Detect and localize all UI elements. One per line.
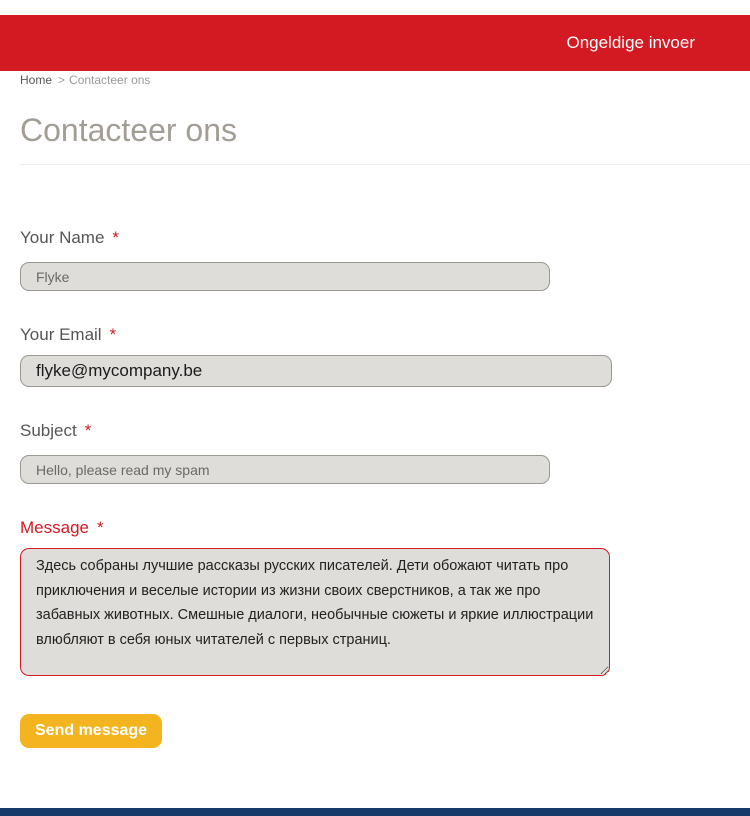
breadcrumb-home-link[interactable]: Home	[20, 73, 53, 87]
subject-label	[20, 420, 91, 442]
page-title: Contacteer ons	[20, 112, 238, 148]
title-divider	[20, 164, 750, 165]
subject-label-text: Subject	[20, 421, 77, 440]
required-marker: *	[112, 228, 120, 247]
required-marker: *	[84, 421, 92, 440]
name-input[interactable]	[20, 262, 550, 291]
breadcrumb-current: Contacteer ons	[69, 73, 151, 87]
required-marker: *	[96, 518, 104, 537]
breadcrumb-separator: >	[58, 73, 66, 87]
message-label	[20, 517, 104, 539]
email-label-text: Your Email	[20, 325, 102, 344]
email-input[interactable]	[20, 355, 612, 387]
footer-bar	[0, 808, 750, 816]
error-banner-text: Ongeldige invoer	[566, 33, 695, 52]
breadcrumb	[20, 72, 150, 88]
message-label-text: Message	[20, 518, 89, 537]
name-label	[20, 227, 119, 249]
subject-input[interactable]	[20, 455, 550, 484]
required-marker: *	[109, 325, 117, 344]
error-banner	[0, 15, 750, 71]
message-textarea[interactable]	[20, 548, 610, 676]
name-label-text: Your Name	[20, 228, 105, 247]
email-label	[20, 324, 116, 346]
send-message-button[interactable]: Send message	[20, 714, 162, 748]
